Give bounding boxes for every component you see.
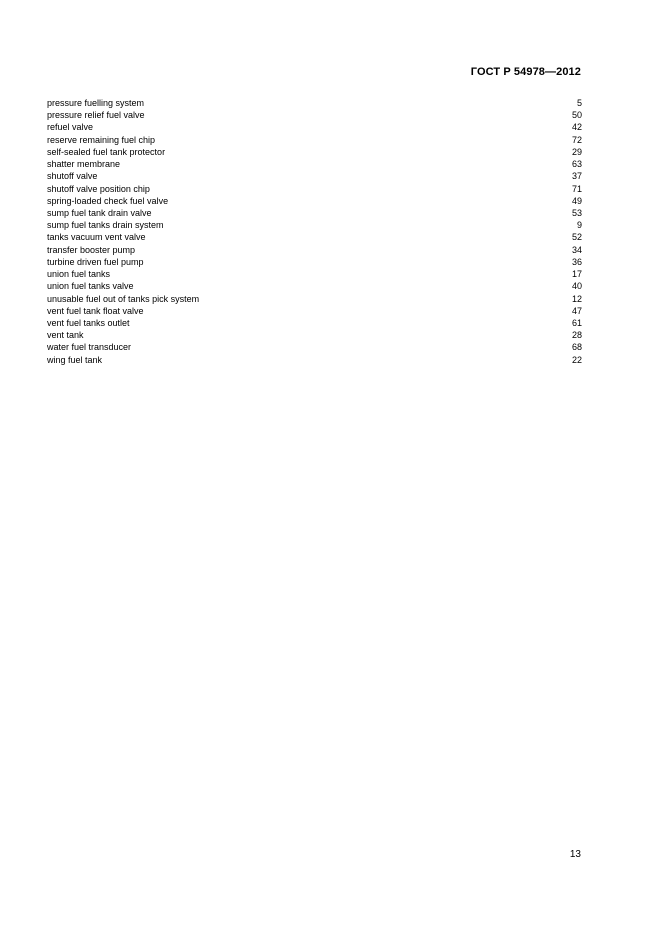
index-term: self-sealed fuel tank protector	[47, 146, 166, 157]
index-entry	[47, 121, 582, 133]
index-page-number: 28	[571, 330, 582, 341]
index-entry	[47, 170, 582, 182]
index-term: reserve remaining fuel chip	[47, 134, 156, 145]
index-page-number: 72	[571, 134, 582, 145]
index-page-number: 50	[571, 110, 582, 121]
index-entry	[47, 195, 582, 207]
index-term: wing fuel tank	[47, 354, 103, 365]
index-entry	[47, 305, 582, 317]
index-term: pressure relief fuel valve	[47, 110, 145, 121]
index-page-number: 12	[571, 293, 582, 304]
index-entry	[47, 146, 582, 158]
index-term: spring-loaded check fuel valve	[47, 195, 169, 206]
index-term: tanks vacuum vent valve	[47, 232, 146, 243]
index-entry	[47, 280, 582, 292]
index-entry	[47, 158, 582, 170]
index-page-number: 53	[571, 207, 582, 218]
index-entry	[47, 207, 582, 219]
index-term: shatter membrane	[47, 159, 121, 170]
index-entry	[47, 183, 582, 195]
index-term: vent tank	[47, 330, 84, 341]
index-entry	[47, 268, 582, 280]
index-entry	[47, 134, 582, 146]
index-page-number: 29	[571, 146, 582, 157]
index-term: refuel valve	[47, 122, 94, 133]
index-entry	[47, 97, 582, 109]
index-page-number: 36	[571, 256, 582, 267]
index-page-number: 9	[576, 220, 582, 231]
index-entry	[47, 219, 582, 231]
document-code-header: ГОСТ Р 54978—2012	[470, 66, 581, 78]
index-term: vent fuel tanks outlet	[47, 317, 130, 328]
index-term: union fuel tanks valve	[47, 281, 134, 292]
index-page-number: 42	[571, 122, 582, 133]
index-page-number: 37	[571, 171, 582, 182]
index-entry	[47, 293, 582, 305]
index-entry	[47, 341, 582, 353]
index-term: sump fuel tanks drain system	[47, 220, 164, 231]
index-term: pressure fuelling system	[47, 98, 145, 108]
index-page-number: 5	[576, 98, 582, 108]
index-entry	[47, 231, 582, 243]
index-term: union fuel tanks	[47, 269, 111, 280]
index-page-number: 22	[571, 354, 582, 365]
index-list	[47, 97, 582, 366]
index-term: unusable fuel out of tanks pick system	[47, 293, 200, 304]
index-entry	[47, 317, 582, 329]
index-page-number: 40	[571, 281, 582, 292]
index-term: turbine driven fuel pump	[47, 256, 144, 267]
index-term: sump fuel tank drain valve	[47, 207, 152, 218]
index-page-number: 68	[571, 342, 582, 353]
index-entry	[47, 256, 582, 268]
index-page-number: 71	[571, 183, 582, 194]
index-page-number: 17	[571, 269, 582, 280]
index-entry	[47, 244, 582, 256]
index-page-number: 63	[571, 159, 582, 170]
index-entry	[47, 109, 582, 121]
index-entry	[47, 329, 582, 341]
index-page-number: 52	[571, 232, 582, 243]
index-page-number: 47	[571, 305, 582, 316]
index-term: shutoff valve position chip	[47, 183, 150, 194]
index-page-number: 61	[571, 317, 582, 328]
index-term: vent fuel tank float valve	[47, 305, 144, 316]
index-page-number: 49	[571, 195, 582, 206]
index-page-number: 34	[571, 244, 582, 255]
index-entry	[47, 354, 582, 366]
page-number: 13	[569, 849, 581, 860]
index-term: transfer booster pump	[47, 244, 136, 255]
index-term: water fuel transducer	[47, 342, 132, 353]
index-term: shutoff valve	[47, 171, 98, 182]
